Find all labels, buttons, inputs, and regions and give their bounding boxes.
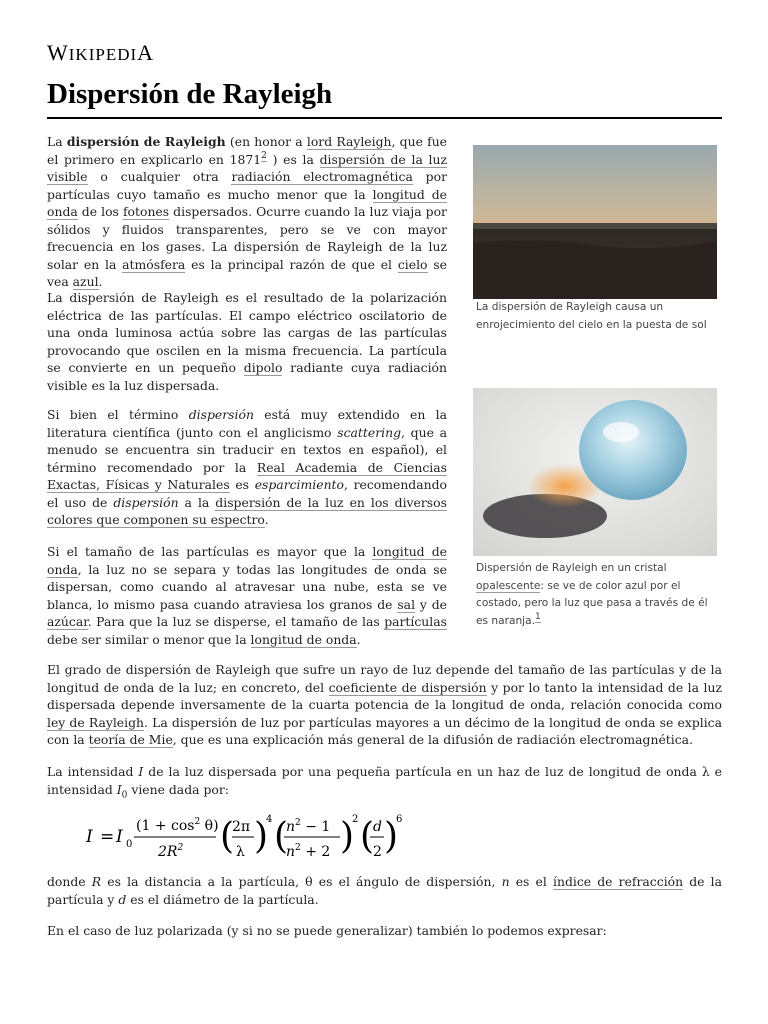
- svg-text:n2 + 2: $n^2 + 2$: [286, 843, 331, 860]
- link-atmosfera[interactable]: atmósfera: [122, 256, 186, 272]
- opal-crystal-photo: [473, 388, 717, 556]
- paragraph-intro: La dispersión de Rayleigh (en honor a lord Rayleigh, que fue el primero en explicarlo en 1871$^2$ ) es la dispersión de la luz visible o cualquier otra radiación electromagnética por partículas cuyo tamaño es mucho menor que la longitud de onda de los fotones dispersados. Ocurre cuando la luz viaja por sólidos y fluidos transparentes, pero se ve con mayor frecuencia en los gases. La dispersión de Rayleigh de la luz solar en la atmósfera es la principal razón de que el cielo se vea azul.: [47, 134, 448, 289]
- svg-text:(: (: [360, 816, 375, 857]
- svg-text:λ: λ: [236, 844, 245, 860]
- paragraph-intensidad: La intensidad I de la luz dispersada por una pequeña partícula en un haz de luz de longitud de onda λ e intensidad $I_0$ viene dada por:: [47, 764, 723, 800]
- link-dispersion-colores[interactable]: dispersión de la luz en los diversos colores que componen su espectro: [47, 494, 447, 527]
- rayleigh-formula: [86, 812, 416, 866]
- svg-text:=: =: [100, 827, 115, 847]
- svg-text:): ): [340, 816, 355, 857]
- svg-text:2π: 2π: [232, 819, 251, 835]
- link-ley-rayleigh[interactable]: ley de Rayleigh: [47, 714, 145, 730]
- logo-letters: IKIPEDI: [68, 45, 138, 64]
- page-title: Dispersión de Rayleigh: [47, 78, 333, 110]
- svg-text:d: d: [373, 819, 382, 835]
- logo-letter: W: [47, 40, 69, 65]
- link-azucar[interactable]: azúcar: [47, 614, 88, 629]
- link-particulas[interactable]: partículas: [384, 614, 447, 629]
- svg-text:4: 4: [266, 814, 273, 825]
- caption-opal: Dispersión de Rayleigh en un cristal opalescente: se ve de color azul por el costado, pero la luz que pasa a través de él es naranja.$^1$: [476, 562, 708, 627]
- paragraph-donde: donde R es la distancia a la partícula, θ es el ángulo de dispersión, n es el índice de refracción de la partícula y d es el diámetro de la partícula.: [47, 874, 722, 907]
- svg-text:(: (: [220, 816, 235, 857]
- link-fotones[interactable]: fotones: [122, 204, 170, 219]
- paragraph-grado: El grado de dispersión de Rayleigh que sufre un rayo de luz depende del tamaño de las partículas y de la longitud de onda de la luz; en concreto, del coeficiente de dispersión y por lo tanto la intensidad de la luz dispersada depende inversamente de la cuarta potencia de la longitud de onda, relación conocida como ley de Rayleigh. La dispersión de luz por partículas mayores a un décimo de la longitud de onda se explica con la teoría de Mie, que es una explicación más general de la difusión de radiación electromagnética.: [47, 662, 723, 747]
- link-sal[interactable]: sal: [397, 596, 416, 612]
- svg-text:0: 0: [126, 839, 133, 850]
- svg-text:(1 + cos2 θ): $(1 + \cos^2 \theta)$: [136, 817, 219, 834]
- link-azul[interactable]: azul: [72, 274, 99, 289]
- link-dispersion-luz[interactable]: dispersión de la luz visible: [47, 151, 448, 184]
- svg-text:): ): [254, 816, 269, 857]
- link-longitud-onda-3[interactable]: longitud de onda: [250, 631, 357, 647]
- sunset-photo: [473, 145, 717, 299]
- link-indice-refraccion[interactable]: índice de refracción: [553, 874, 684, 889]
- svg-text:): ): [384, 816, 399, 857]
- caption-sunset: La dispersión de Rayleigh causa un enrojecimiento del cielo en la puesta de sol: [476, 301, 707, 331]
- ref-link-fig[interactable]: 1: [534, 611, 541, 622]
- paragraph-polarizacion: La dispersión de Rayleigh es el resultado de la polarización eléctrica de las partículas. El campo eléctrico oscilatorio de una onda luminosa actúa sobre las cargas de las partículas provocando que oscilen en la misma frecuencia. La partícula se convierte en un pequeño dipolo radiante cuya radiación visible es la luz dispersada.: [47, 290, 447, 393]
- paragraph-polarizada: En el caso de luz polarizada (y si no se puede generalizar) también lo podemos expresar:: [47, 923, 607, 938]
- svg-text:2R2: $2R^2$: [158, 843, 184, 860]
- link-cielo[interactable]: cielo: [397, 256, 428, 272]
- paragraph-tamano: Si el tamaño de las partículas es mayor que la longitud de onda, la luz no se separa y todas las longitudes de onda se dispersan, como cuando al atravesar una nube, esta se ve blanca, lo mismo pasa cuando atraviesa los granos de sal y de azúcar. Para que la luz se disperse, el tamaño de las partículas debe ser similar o menor que la longitud de onda.: [47, 544, 447, 647]
- wikipedia-logo[interactable]: [47, 40, 154, 66]
- link-dipolo[interactable]: dipolo: [243, 360, 283, 375]
- link-teoria-mie[interactable]: teoría de Mie: [88, 732, 173, 747]
- link-longitud-onda-2[interactable]: longitud de onda: [47, 544, 447, 577]
- svg-text:6: 6: [396, 814, 403, 825]
- link-coeficiente[interactable]: coeficiente de dispersión: [328, 679, 487, 695]
- svg-text:(: (: [274, 816, 289, 857]
- link-opalescente[interactable]: opalescente: [476, 579, 541, 592]
- svg-text:n2 − 1: $n^2 - 1$: [286, 818, 331, 835]
- paragraph-termino: Si bien el término dispersión está muy extendido en la literatura científica (junto con el anglicismo scattering, que a menudo se encuentra sin traducir en textos en español), el término recomendado por la Real Academia de Ciencias Exactas, Físicas y Naturales es esparcimiento, recomendando el uso de dispersión a la dispersión de la luz en los diversos colores que componen su espectro.: [47, 407, 448, 527]
- svg-text:2: 2: [352, 814, 359, 825]
- link-lord-rayleigh[interactable]: lord Rayleigh: [306, 134, 392, 149]
- svg-text:2: 2: [373, 844, 382, 860]
- logo-letter-end: A: [137, 40, 155, 65]
- link-real-academia[interactable]: Real Academia de Ciencias Exactas, Físicas y Naturales: [47, 459, 448, 492]
- title-divider: [47, 117, 722, 119]
- link-longitud-onda[interactable]: longitud de onda: [47, 186, 447, 219]
- link-radiacion[interactable]: radiación electromagnética: [231, 169, 413, 184]
- svg-text:I: I: [86, 827, 93, 847]
- ref-link[interactable]: 2: [261, 151, 267, 162]
- svg-text:I: I: [116, 827, 123, 847]
